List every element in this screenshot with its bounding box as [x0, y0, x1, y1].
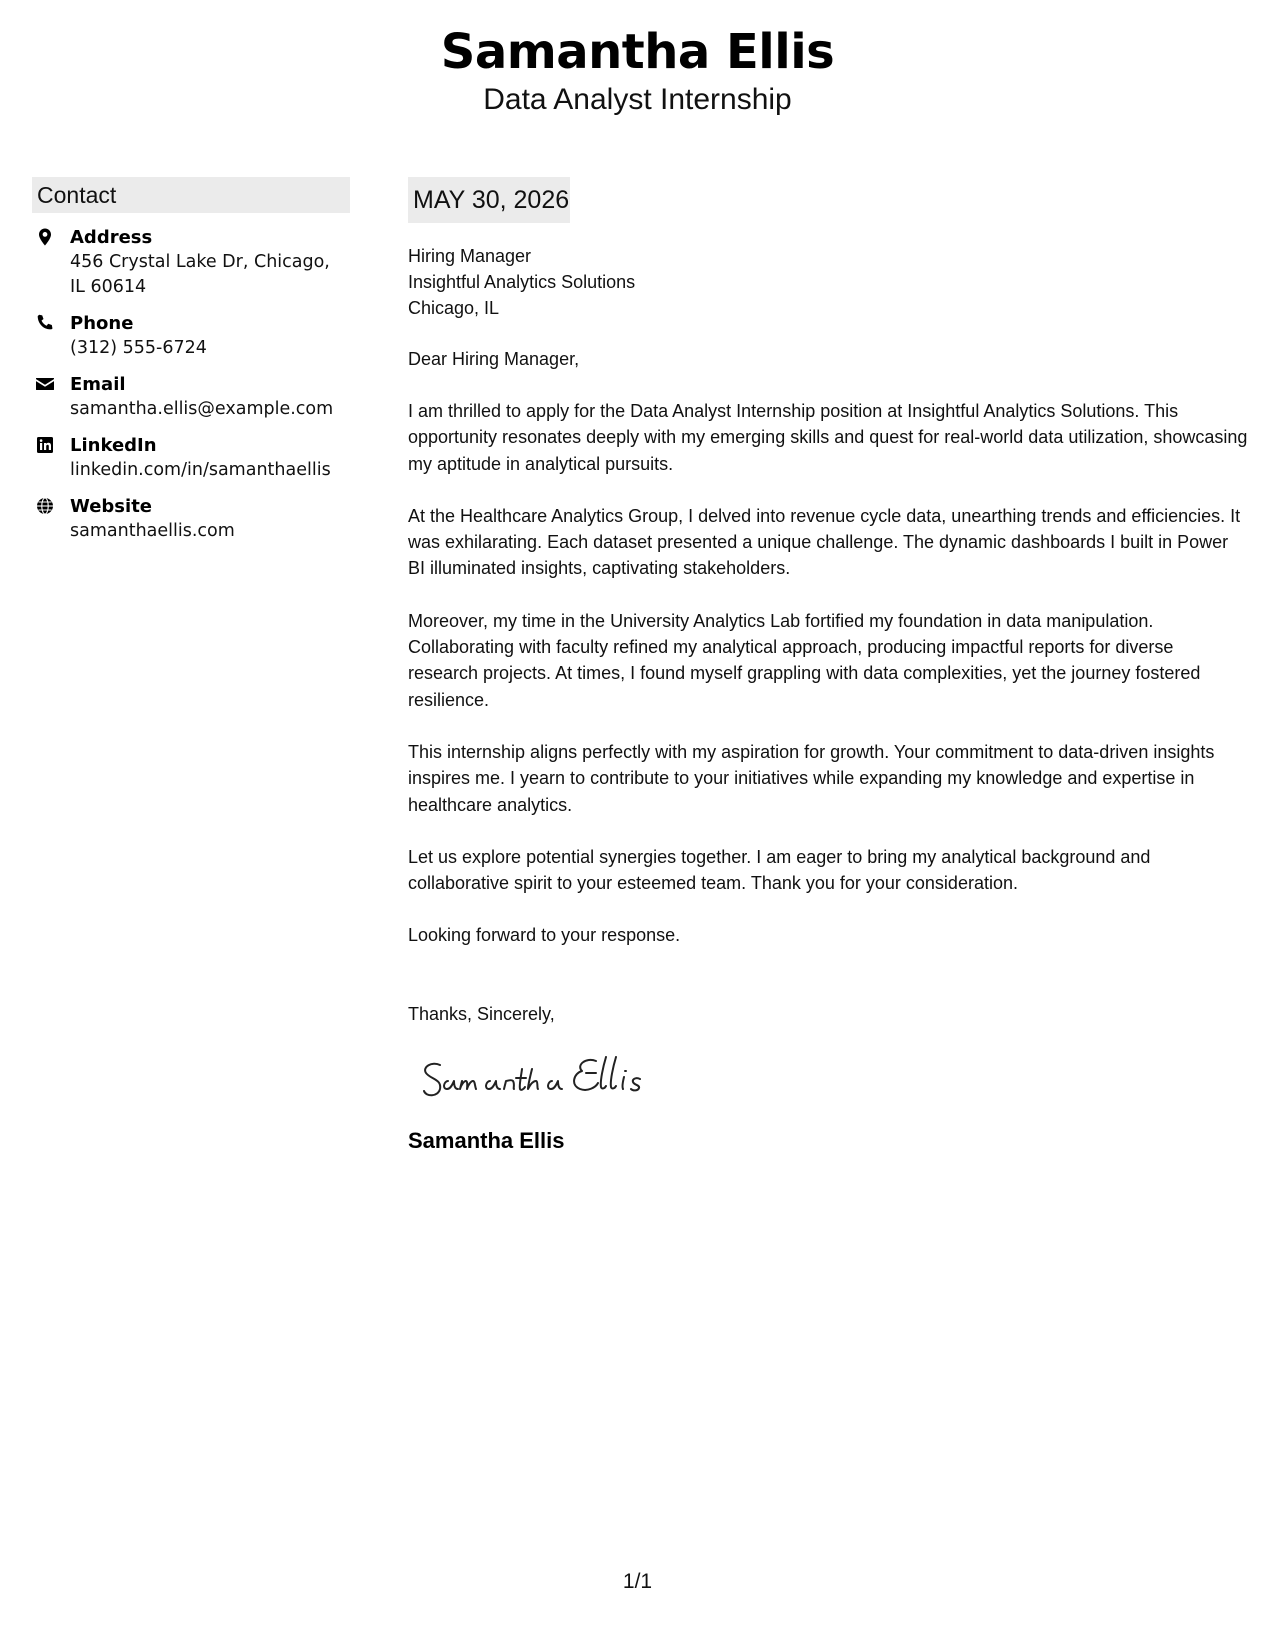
contact-item-address	[32, 225, 350, 300]
contact-list	[32, 225, 350, 544]
envelope-icon	[35, 374, 55, 394]
contact-label: Website	[70, 496, 153, 517]
letter-header	[0, 22, 1275, 118]
contact-value: (312) 555-6724	[70, 338, 207, 358]
contact-item-email	[32, 372, 350, 422]
contact-label: LinkedIn	[70, 435, 157, 456]
paragraph-experience: At the Healthcare Analytics Group, I delved into revenue cycle data, unearthing trends and efficiencies. It was exhilarating. Each dataset presented a unique challenge. The dynamic dashboards I built in Power BI illuminated insights, captivating stakeholders.	[408, 505, 1241, 579]
linkedin-icon	[35, 435, 55, 455]
paragraph-lab: Moreover, my time in the University Analytics Lab fortified my foundation in data manipulation. Collaborating with faculty refined my analytical approach, producing impactful reports for diverse research projects. At times, I found myself grappling with data complexities, yet the journey fostered resilience.	[408, 610, 1201, 710]
globe-icon	[35, 496, 55, 516]
handwritten-signature	[418, 1047, 658, 1107]
signed-name: Samantha Ellis	[408, 1127, 565, 1153]
contact-section-title: Contact	[32, 177, 350, 213]
greeting: Dear Hiring Manager,	[408, 349, 580, 369]
letter-date: MAY 30, 2026	[408, 177, 570, 223]
contact-value: 456 Crystal Lake Dr, Chicago, IL 60614	[70, 252, 330, 297]
recipient-title: Hiring Manager	[408, 246, 532, 266]
paragraph-call-to-action: Let us explore potential synergies together. I am eager to bring my analytical background and collaborative spirit to your esteemed team. Thank you for your consideration.	[408, 846, 1151, 894]
contact-label: Phone	[70, 313, 134, 334]
contact-item-phone	[32, 311, 350, 361]
recipient-location: Chicago, IL	[408, 298, 500, 318]
phone-icon	[35, 313, 55, 333]
contact-item-website	[32, 494, 350, 544]
applicant-name: Samantha Ellis	[440, 24, 835, 80]
letter-body	[408, 177, 1248, 1155]
paragraph-motivation: This internship aligns perfectly with my aspiration for growth. Your commitment to data-driven insights inspires me. I yearn to contribute to your initiatives while expanding my knowledge and expertise in healthcare analytics.	[408, 741, 1215, 815]
contact-value: samantha.ellis@example.com	[70, 399, 334, 419]
job-title: Data Analyst Internship	[483, 83, 792, 116]
contact-label: Address	[70, 227, 153, 248]
map-pin-icon	[35, 227, 55, 247]
paragraph-intro: I am thrilled to apply for the Data Analyst Internship position at Insightful Analytics Solutions. This opportunity resonates deeply with my emerging skills and quest for real-world data utilization, showcasing my aptitude in analytical pursuits.	[408, 401, 1248, 474]
contact-value: linkedin.com/in/samanthaellis	[70, 460, 331, 480]
contact-value: samanthaellis.com	[70, 521, 235, 541]
contact-item-linkedin	[32, 433, 350, 483]
recipient-company: Insightful Analytics Solutions	[408, 272, 636, 292]
paragraph-closing-line: Looking forward to your response.	[408, 925, 681, 946]
recipient-block	[408, 243, 1248, 321]
contact-sidebar	[32, 177, 350, 555]
page-number: 1/1	[622, 1570, 653, 1593]
closing: Thanks, Sincerely,	[408, 1003, 555, 1024]
contact-label: Email	[70, 374, 126, 395]
